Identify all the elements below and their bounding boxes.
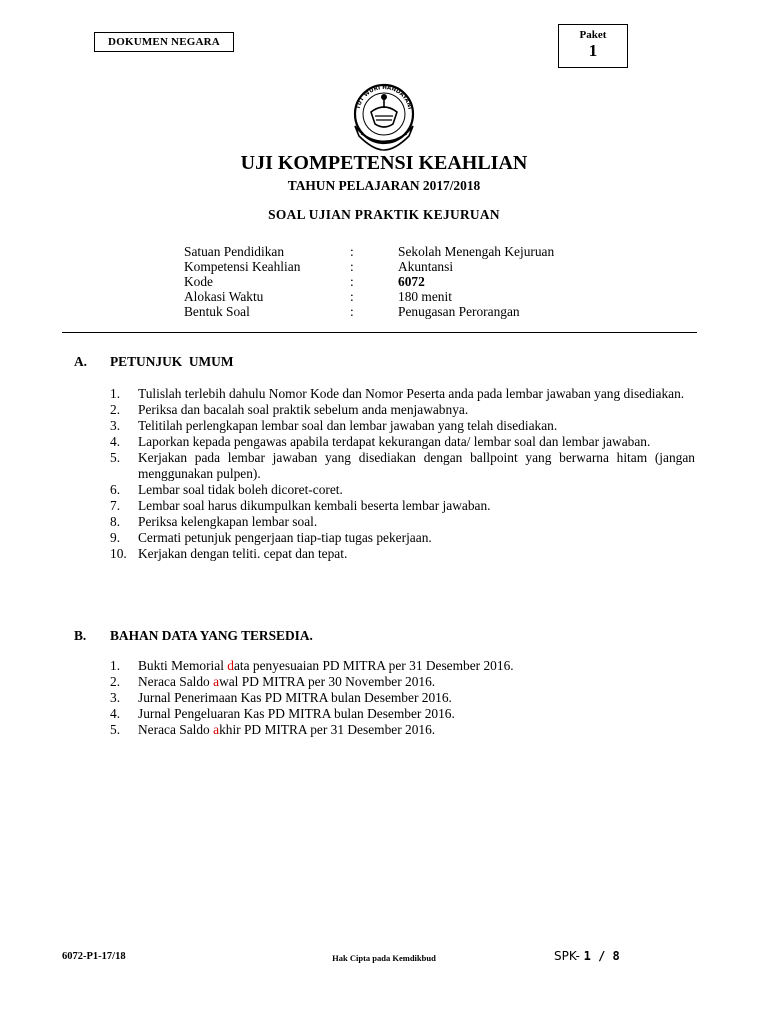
- info-value: 180 menit: [398, 289, 452, 304]
- list-item: 10. Kerjakan dengan teliti. cepat dan tepat.: [110, 546, 348, 561]
- list-item: 4. Jurnal Pengeluaran Kas PD MITRA bulan Desember 2016.: [110, 706, 455, 721]
- paket-number: 1: [588, 41, 598, 60]
- svg-text:TUT WURI HANDAYANI: TUT WURI HANDAYANI: [355, 84, 413, 111]
- info-value: Akuntansi: [398, 259, 454, 274]
- section-title: BAHAN DATA YANG TERSEDIA.: [110, 628, 313, 643]
- tut-wuri-handayani-emblem-icon: [343, 78, 425, 158]
- info-separator: :: [350, 274, 354, 289]
- section-letter: A.: [74, 354, 88, 369]
- instructions-list: [110, 386, 695, 562]
- info-value: Sekolah Menengah Kejuruan: [398, 244, 555, 259]
- info-value: Penugasan Perorangan: [398, 304, 520, 319]
- list-item: 9. Cermati petunjuk pengerjaan tiap-tiap tugas pekerjaan.: [110, 530, 432, 545]
- info-separator: :: [350, 289, 354, 304]
- list-item: 5. Neraca Saldo akhir PD MITRA per 31 Desember 2016.: [110, 722, 436, 737]
- list-item: 3. Jurnal Penerimaan Kas PD MITRA bulan Desember 2016.: [110, 690, 452, 705]
- academic-year: TAHUN PELAJARAN 2017/2018: [287, 178, 481, 193]
- info-separator: :: [350, 304, 354, 319]
- list-item: 6. Lembar soal tidak boleh dicoret-coret.: [110, 482, 343, 497]
- info-value: 6072: [398, 274, 425, 289]
- section-letter: B.: [74, 628, 87, 643]
- info-key: Bentuk Soal: [184, 304, 250, 319]
- info-separator: :: [350, 244, 354, 259]
- info-key: Kode: [184, 274, 214, 289]
- list-item: 4. Laporkan kepada pengawas apabila terdapat kekurangan data/ lembar soal dan lembar jawaban.: [110, 434, 651, 449]
- data-materials-list: [110, 658, 695, 738]
- info-separator: :: [350, 259, 354, 274]
- list-item: 1. Bukti Memorial data penyesuaian PD MITRA per 31 Desember 2016.: [110, 658, 514, 673]
- paket-label: Paket: [579, 29, 607, 41]
- page-title: UJI KOMPETENSI KEAHLIAN: [240, 152, 528, 174]
- footer-copyright: Hak Cipta pada Kemdikbud: [332, 953, 436, 963]
- list-item: 8. Periksa kelengkapan lembar soal.: [110, 514, 318, 529]
- list-item: 1. Tulislah terlebih dahulu Nomor Kode dan Nomor Peserta anda pada lembar jawaban yang disediakan.: [110, 386, 685, 401]
- list-item: 3. Telitilah perlengkapan lembar soal dan lembar jawaban yang telah disediakan.: [110, 418, 558, 433]
- list-item: 2. Periksa dan bacalah soal praktik sebelum anda menjawabnya.: [110, 402, 469, 417]
- list-item: 7. Lembar soal harus dikumpulkan kembali beserta lembar jawaban.: [110, 498, 491, 513]
- footer-page-number: [554, 949, 620, 963]
- spk-prefix: SPK-: [554, 949, 580, 963]
- divider: [62, 332, 697, 333]
- info-key: Alokasi Waktu: [184, 289, 264, 304]
- section-title: PETUNJUK UMUM: [110, 354, 234, 369]
- page-indicator: 1 / 8: [583, 949, 620, 963]
- info-key: Kompetensi Keahlian: [184, 259, 301, 274]
- paket-box: [558, 24, 628, 68]
- info-key: Satuan Pendidikan: [184, 244, 285, 259]
- exam-subtitle: SOAL UJIAN PRAKTIK KEJURUAN: [268, 207, 500, 222]
- list-item: 2. Neraca Saldo awal PD MITRA per 30 November 2016.: [110, 674, 436, 689]
- list-item: 5. Kerjakan pada lembar jawaban yang disediakan dengan ballpoint yang berwarna hitam (jangan menggunakan pulpen).: [110, 450, 695, 481]
- document-classification-label: DOKUMEN NEGARA: [94, 32, 234, 52]
- footer-document-code: 6072-P1-17/18: [62, 951, 126, 962]
